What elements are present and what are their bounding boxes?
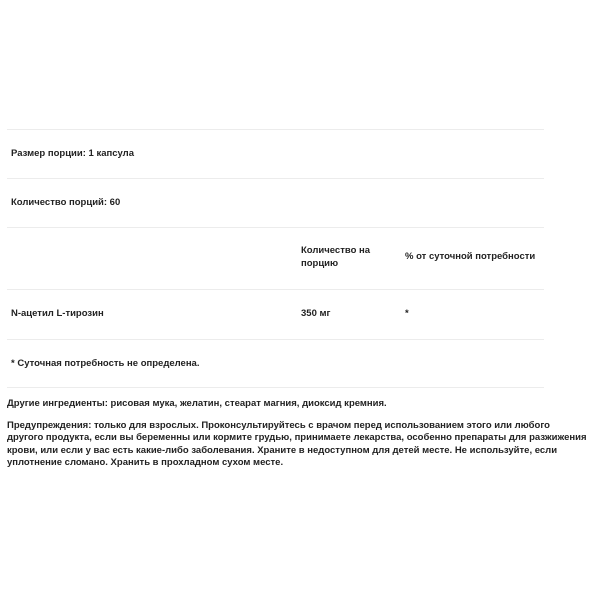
serving-size-row	[7, 129, 544, 178]
nutrient-daily-value: *	[405, 308, 409, 319]
servings-per-container-row	[7, 178, 544, 227]
supplement-facts-table	[7, 129, 544, 388]
serving-size-text: Размер порции: 1 капсула	[11, 148, 134, 159]
warnings-text: Предупреждения: только для взрослых. Проконсультируйтесь с врачом перед использованием этого или любого другого продукта, если вы беременны или кормите грудью, принимаете лекарства, особенно препараты для разжижения крови, или если у вас есть какие-либо заболевания. Храните в недоступном для детей месте. Не используйте, если уплотнение сломано. Хранить в прохладном сухом месте.	[7, 420, 587, 468]
nutrient-amount: 350 мг	[301, 308, 331, 319]
table-row	[7, 289, 544, 339]
amount-per-serving-header: Количество на порцию	[301, 245, 371, 269]
footnote-row	[7, 339, 544, 388]
servings-per-container-text: Количество порций: 60	[11, 197, 121, 208]
table-header-row	[7, 227, 544, 289]
nutrient-name: N-ацетил L-тирозин	[11, 308, 104, 319]
daily-value-footnote: * Суточная потребность не определена.	[11, 358, 200, 369]
other-ingredients: Другие ингредиенты: рисовая мука, желатин, стеарат магния, диоксид кремния.	[7, 398, 387, 409]
daily-value-header: % от суточной потребности	[405, 251, 536, 262]
